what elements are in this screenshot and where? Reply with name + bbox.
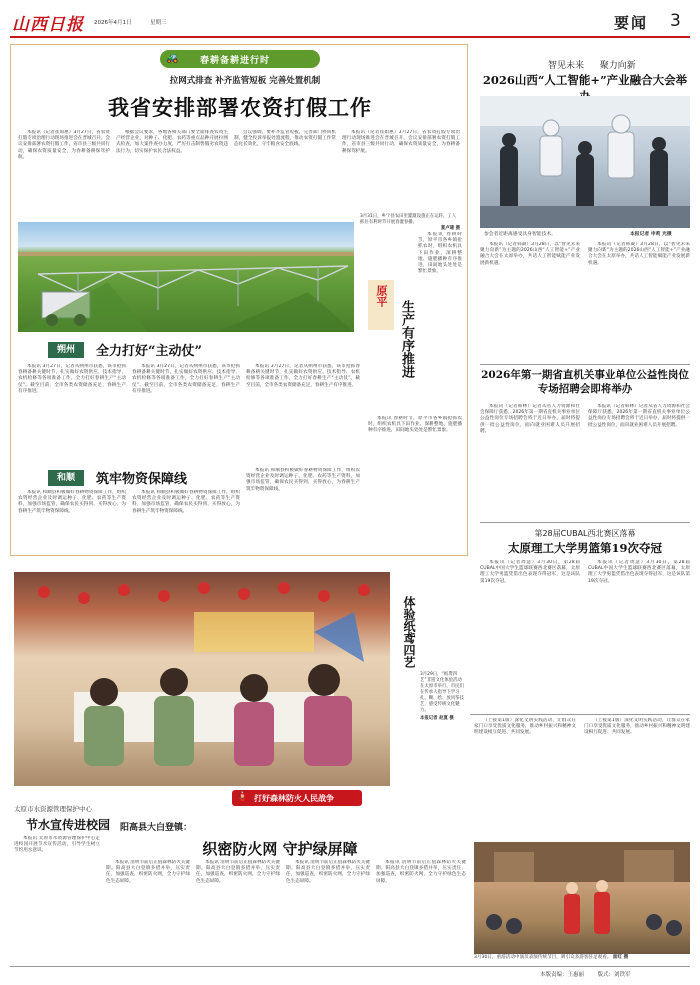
culture-caption-text: 3月29日，“纸鸢四艺”非遗文化体验活动在太原市举行，市民们在传承人指导下学习扎、糊、绘、放风筝技艺，感受传统文化魅力。 xyxy=(420,672,464,713)
yuanping-label-text: 原平 xyxy=(375,285,388,307)
ai-kicker xyxy=(548,58,636,71)
masthead-weekday: 星期三 xyxy=(150,20,167,26)
lower-right-col1 xyxy=(474,718,576,838)
irrigation-photo xyxy=(18,222,354,332)
jobs-headline: 2026年第一期省直机关事业单位公益性岗位专场招聘会即将举办 xyxy=(481,369,689,395)
spring-body-col1 xyxy=(18,130,110,218)
spring-banner-text: 春耕备耕进行时 xyxy=(200,56,271,66)
fire-extinguisher-icon: 🧯 xyxy=(236,791,249,802)
forest-body-text: 本报讯 清明节前后正值森林防火关键期。阳高县大白登镇多措并举，压实责任，加强巡查，织密防火网，全力守护绿色生态屏障。 xyxy=(376,860,466,884)
yuanping-label xyxy=(368,280,394,330)
shuozhou-body-text: 本报讯 3月27日，记者从朔州市获悉，该市抢抓春耕备耕关键时节，扎实做好农资供应、技术指导、农机检修等各项准备工作，全力打好春耕生产“主动仗”。截至目前，全市各类农资储备充足，春耕生产有序推进。 xyxy=(246,364,360,388)
kite-culture-photo xyxy=(14,572,390,786)
forest-banner-text: 打好森林防火人民战争 xyxy=(254,794,334,803)
heshun-body-col3 xyxy=(246,468,360,550)
tractor-icon: 🚜 xyxy=(166,53,179,64)
heshun-body-col2 xyxy=(132,490,240,550)
spring-kicker: 拉网式排查 补齐监管短板 完善处置机制 xyxy=(169,76,321,86)
ai-body-text: 本报讯（记者韩凝）3月28日，以“智见未来 聚力向新”为主题的2026山西“人工智能+”产业融合大会在太原举办，共话人工智能赋能产业发展新机遇。 xyxy=(588,242,690,266)
forest-headline: 织密防火网 守护绿屏障 xyxy=(202,840,358,858)
forest-body-text: 本报讯 清明节前后正值森林防火关键期。阳高县大白登镇多措并举，压实责任，加强巡查，织密防火网，全力守护绿色生态屏障。 xyxy=(196,860,280,884)
cuba-rule xyxy=(480,522,690,523)
heshun-body-text: 本报讯 和顺县积极做好春耕物资保障工作，组织农资经营企业及时调运种子、化肥、农药等生产资料，加强市场监管，确保农民买得到、买得放心，为春耕生产筑牢物资保障线。 xyxy=(246,468,360,492)
yuanping-body-text: 本报讯 春耕时节，原平市各乡镇抢抓农时，组织农机具下田作业，深耕整地、施肥播种有序推进，田间地头处处是繁忙景象。 xyxy=(418,232,462,275)
culture-caption xyxy=(420,672,466,786)
ai-body-text: 本报讯（记者韩凝）3月28日，以“智见未来 聚力向新”为主题的2026山西“人工智能+”产业融合大会在太原举办，共话人工智能赋能产业发展新机遇。 xyxy=(480,242,580,266)
ai-credit: 本报记者 申莉 光摄 xyxy=(630,232,672,237)
forest-place: 阳高县大白登镇： xyxy=(120,823,193,833)
footer-credits xyxy=(540,970,631,978)
spring-body-para: 根据会议要求，各地各相关部门要全面排查农资生产经营企业，对种子、化肥、农药等重点品种开展拉网式检查，加大案件查办力度，严厉打击制售假劣农资违法行为，切实保护农民合法权益。 xyxy=(116,130,228,154)
forest-banner xyxy=(232,790,362,806)
taiyuan-headline: 节水宣传进校园 xyxy=(26,818,111,832)
cuba-body-text: 本报讯（记者周慧）3月30日，第28届CUBAL中国大学生篮球联赛西北赛区落幕，太原理工大学男篮凭借出色表现夺得冠军，这是该队第19次夺冠。 xyxy=(480,560,580,584)
heshun-body-text: 本报讯 和顺县积极做好春耕物资保障工作，组织农资经营企业及时调运种子、化肥、农药等生产资料，加强市场监管，确保农民买得到、买得放心，为春耕生产筑牢物资保障线。 xyxy=(132,490,240,514)
cuba-headline: 第28届CUBAL西北赛区落幕 xyxy=(534,529,636,538)
forest-body-text: 本报讯 清明节前后正值森林防火关键期。阳高县大白登镇多措并举，压实责任，加强巡查，织密防火网，全力守护绿色生态屏障。 xyxy=(286,860,370,884)
editor-label: 本版责编： xyxy=(540,972,568,978)
lower-right-text: （上接第1版）深化文明实践活动，让群众在家门口享受优质文化服务，推动乡村振兴和精神文明建设相互促进、共同发展。 xyxy=(474,718,576,736)
spring-body-para: 本报讯（记者崔如惠）3月27日，省农资打假专项治理行动现场推进会在晋城召开。会议安排部署农资打假工作，省市县三级共同行动，确保农资质量安全，为春耕备耕保驾护航。 xyxy=(18,130,110,160)
performance-photo xyxy=(474,842,690,954)
ai-caption: 参会者近距离感受具身智能技术。 xyxy=(484,232,556,237)
forest-body-col4 xyxy=(376,860,466,964)
lower-right-rule xyxy=(470,714,690,715)
cuba-body-col2 xyxy=(588,560,690,710)
spring-body-para: 本报讯（记者崔如惠）3月27日，省农资打假专项治理行动现场推进会在晋城召开。会议安排部署农资打假工作，省市县三级共同行动，确保农资质量安全，为春耕备耕保驾护航。 xyxy=(342,130,460,154)
forest-body-col2 xyxy=(196,860,280,964)
heshun-body-text: 本报讯 和顺县积极做好春耕物资保障工作，组织农资经营企业及时调运种子、化肥、农药等生产资料，加强市场监管，确保农民买得到、买得放心，为春耕生产筑牢物资保障线。 xyxy=(18,490,126,514)
taiyuan-body xyxy=(14,836,100,962)
spring-body-col3 xyxy=(234,130,336,218)
jobs-body-col2 xyxy=(588,404,690,518)
section-name: 要闻 xyxy=(614,14,649,32)
culture-credit: 本报记者 赵夏 摄 xyxy=(420,716,454,721)
editor-name: 王惠丽 xyxy=(567,972,585,978)
ai-kicker-1: 智见未来 xyxy=(548,61,585,71)
designer-label: 版式： xyxy=(597,972,615,978)
spring-body-para: 会议强调，要补齐监管短板，完善部门协同机制，健全投诉举报处置流程，推动农资打假工作常态化长效化，守牢粮食安全底线。 xyxy=(234,130,336,148)
lower-right-text: （上接第1版）深化文明实践活动，让群众在家门口享受优质文化服务，推动乡村振兴和精神文明建设相互促进、共同发展。 xyxy=(584,718,690,736)
jobs-body-text: 本报讯（记者韩林）记者从省人力资源和社会保障厅获悉，2026年第一期省直机关事业单位公益性岗位专场招聘会将于近日举办，届时将提供一批公益性岗位，面向就业困难人员开展招聘。 xyxy=(588,404,690,428)
culture-headline: 体验纸鸢四艺 xyxy=(402,596,416,668)
shuozhou-body-col2 xyxy=(132,364,240,464)
shuozhou-body-text: 本报讯 3月27日，记者从朔州市获悉，该市抢抓春耕备耕关键时节，扎实做好农资供应、技术指导、农机检修等各项准备工作，全力打好春耕生产“主动仗”。截至目前，全市各类农资储备充足，春耕生产有序推进。 xyxy=(18,364,126,394)
ai-kicker-2: 聚力向新 xyxy=(599,61,636,71)
performance-caption-text: 3月30日，重游活动中演员表演传统节目，吸引众多游客驻足观看。 xyxy=(474,955,612,960)
spring-banner xyxy=(160,50,320,68)
yuanping-body-lower xyxy=(368,416,462,550)
footer-rule xyxy=(10,966,690,967)
jobs-body-text: 本报讯（记者韩林）记者从省人力资源和社会保障厅获悉，2026年第一期省直机关事业单位公益性岗位专场招聘会将于近日举办，届时将提供一批公益性岗位，面向就业困难人员开展招聘。 xyxy=(480,404,580,434)
ai-body-col2 xyxy=(588,242,690,360)
taiyuan-org: 太原市水资源管理保护中心 xyxy=(14,805,92,813)
performance-credit: 面红 摄 xyxy=(612,955,629,960)
irrigation-credit: 夏卢建 摄 xyxy=(440,226,460,231)
shuozhou-label: 朔州 xyxy=(48,342,84,358)
masthead xyxy=(10,6,690,36)
ai-photo xyxy=(480,96,690,228)
forest-body-text: 本报讯 清明节前后正值森林防火关键期。阳高县大白登镇多措并举，压实责任，加强巡查，织密防火网，全力守护绿色生态屏障。 xyxy=(106,860,190,884)
heshun-headline: 筑牢物资保障线 xyxy=(96,472,188,487)
spring-body-col2 xyxy=(116,130,228,218)
yuanping-body-text: 本报讯 春耕时节，原平市各乡镇抢抓农时，组织农机具下田作业，深耕整地、施肥播种有序推进，田间地头处处是繁忙景象。 xyxy=(368,416,462,434)
shuozhou-body-col3 xyxy=(246,364,360,464)
spring-body-col4 xyxy=(342,130,460,218)
masthead-date: 2026年4月1日 xyxy=(94,20,132,26)
masthead-rule xyxy=(10,36,690,38)
cuba-body-col1 xyxy=(480,560,580,710)
irrigation-caption-text: 3月31日，乡宁县农田里灌溉设施正在运转，工人抓住有利时节开展春灌春播。 xyxy=(360,214,457,225)
shuozhou-body-col1 xyxy=(18,364,126,464)
lower-right-col2 xyxy=(584,718,690,838)
heshun-body-col1 xyxy=(18,490,126,550)
ai-headline: 2026山西“人工智能+”产业融合大会举 xyxy=(482,73,688,87)
jobs-rule xyxy=(480,364,690,365)
cuba-subheadline: 太原理工大学男篮第19次夺冠 xyxy=(507,541,662,555)
shuozhou-headline: 全力打好“主动仗” xyxy=(96,344,202,359)
ai-body-col1 xyxy=(480,242,580,360)
page-number: 3 xyxy=(670,11,681,31)
taiyuan-body-text: 本报讯 太原市水资源管理保护中心走进校园开展节水宣传活动，引导学生树立节约用水意识。 xyxy=(14,836,100,854)
forest-body-col3 xyxy=(286,860,370,964)
yuanping-body xyxy=(418,232,462,410)
heshun-label: 和顺 xyxy=(48,470,84,486)
performance-caption xyxy=(474,955,690,961)
spring-headline: 我省安排部署农资打假工作 xyxy=(108,95,372,120)
shuozhou-body-text: 本报讯 3月27日，记者从朔州市获悉，该市抢抓春耕备耕关键时节，扎实做好农资供应、技术指导、农机检修等各项准备工作，全力打好春耕生产“主动仗”。截至目前，全市各类农资储备充足，春耕生产有序推进。 xyxy=(132,364,240,394)
designer-name: 刘铁军 xyxy=(614,972,631,978)
cuba-body-text: 本报讯（记者周慧）3月30日，第28届CUBAL中国大学生篮球联赛西北赛区落幕，太原理工大学男篮凭借出色表现夺得冠军，这是该队第19次夺冠。 xyxy=(588,560,690,584)
jobs-body-col1 xyxy=(480,404,580,518)
yuanping-headline: 生产有序推进 xyxy=(399,300,414,378)
masthead-logo: 山西日报 xyxy=(12,15,84,35)
forest-body-col1 xyxy=(106,860,190,964)
